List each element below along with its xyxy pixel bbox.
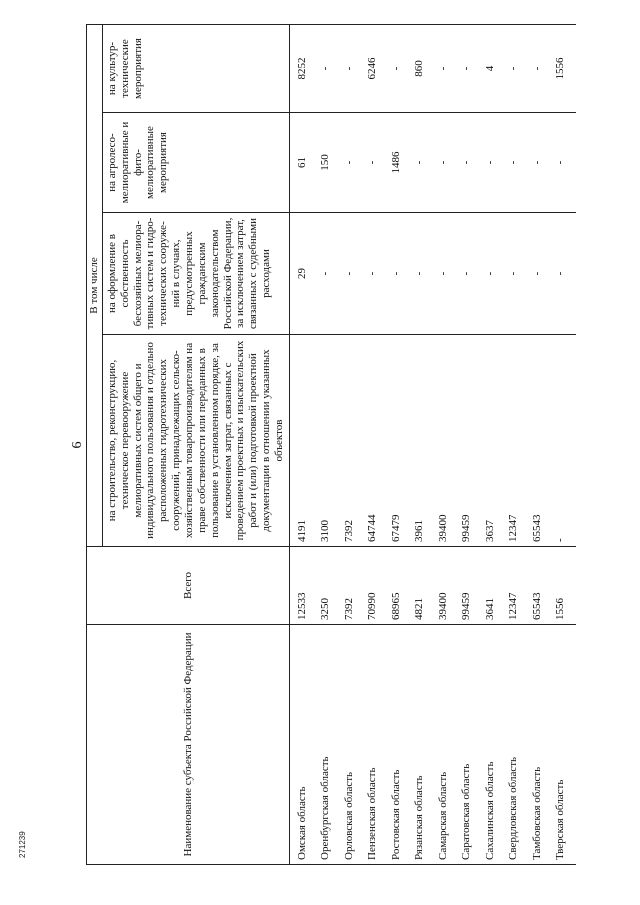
ownership-cell: - xyxy=(388,213,412,335)
total-cell: 70990 xyxy=(364,547,388,625)
region-name-cell: Омская область xyxy=(289,625,317,865)
region-name-cell: Оренбургская область xyxy=(317,625,341,865)
agroforest-cell: - xyxy=(458,113,482,213)
ownership-cell: - xyxy=(482,213,506,335)
total-cell: 65543 xyxy=(529,547,553,625)
cultural-cell: 4 xyxy=(482,25,506,113)
ownership-cell: - xyxy=(317,213,341,335)
agroforest-cell: - xyxy=(364,113,388,213)
table-row xyxy=(388,25,412,865)
header-agroforest: на агролесо-мелиоративные и фито-мелиоративные мероприятия xyxy=(102,113,289,213)
agroforest-cell: - xyxy=(529,113,553,213)
table-row xyxy=(364,25,388,865)
region-name-cell: Ростовская область xyxy=(388,625,412,865)
region-name-cell: Тверская область xyxy=(552,625,576,865)
table-row xyxy=(505,25,529,865)
total-cell: 4821 xyxy=(411,547,435,625)
ownership-cell: 29 xyxy=(289,213,317,335)
construction-cell: 3637 xyxy=(482,335,506,547)
cultural-cell: 8252 xyxy=(289,25,317,113)
cultural-cell: - xyxy=(505,25,529,113)
agroforest-cell: - xyxy=(435,113,459,213)
cultural-cell: - xyxy=(435,25,459,113)
cultural-cell: 6246 xyxy=(364,25,388,113)
table-row xyxy=(529,25,553,865)
cultural-cell: 860 xyxy=(411,25,435,113)
agroforest-cell: - xyxy=(552,113,576,213)
table-row xyxy=(458,25,482,865)
total-cell: 68965 xyxy=(388,547,412,625)
construction-cell: - xyxy=(552,335,576,547)
cultural-cell: - xyxy=(458,25,482,113)
cultural-cell: - xyxy=(317,25,341,113)
region-name-cell: Рязанская область xyxy=(411,625,435,865)
total-cell: 3641 xyxy=(482,547,506,625)
region-name-cell: Саратовская область xyxy=(458,625,482,865)
ownership-cell: - xyxy=(458,213,482,335)
ownership-cell: - xyxy=(552,213,576,335)
construction-cell: 7392 xyxy=(341,335,365,547)
cultural-cell: - xyxy=(388,25,412,113)
table-row xyxy=(289,25,317,865)
construction-cell: 39400 xyxy=(435,335,459,547)
table-body xyxy=(289,25,576,865)
total-cell: 12533 xyxy=(289,547,317,625)
data-table xyxy=(86,24,576,865)
agroforest-cell: - xyxy=(411,113,435,213)
agroforest-cell: - xyxy=(341,113,365,213)
construction-cell: 12347 xyxy=(505,335,529,547)
rotated-content xyxy=(56,25,616,865)
ownership-cell: - xyxy=(341,213,365,335)
table-row xyxy=(341,25,365,865)
agroforest-cell: 150 xyxy=(317,113,341,213)
agroforest-cell: 1486 xyxy=(388,113,412,213)
total-cell: 3250 xyxy=(317,547,341,625)
ownership-cell: - xyxy=(411,213,435,335)
region-name-cell: Пензенская область xyxy=(364,625,388,865)
header-ownership: на оформление в собственность бесхозяйных мелиора-тивных систем и гидро-технических сооруже-ний в случаях, предусмотренных гражданским законодательством Российской Федерации, за исключением затрат, связанных с судебными расходами xyxy=(102,213,289,335)
cultural-cell: - xyxy=(529,25,553,113)
construction-cell: 65543 xyxy=(529,335,553,547)
agroforest-cell: - xyxy=(482,113,506,213)
construction-cell: 64744 xyxy=(364,335,388,547)
total-cell: 39400 xyxy=(435,547,459,625)
total-cell: 1556 xyxy=(552,547,576,625)
cultural-cell: - xyxy=(341,25,365,113)
header-region-name: Наименование субъекта Российской Федерации xyxy=(87,625,290,865)
table-row xyxy=(552,25,576,865)
table-row xyxy=(482,25,506,865)
agroforest-cell: - xyxy=(505,113,529,213)
footer-code: 271239 xyxy=(18,831,27,858)
ownership-cell: - xyxy=(505,213,529,335)
total-cell: 12347 xyxy=(505,547,529,625)
construction-cell: 3100 xyxy=(317,335,341,547)
ownership-cell: - xyxy=(435,213,459,335)
construction-cell: 4191 xyxy=(289,335,317,547)
ownership-cell: - xyxy=(529,213,553,335)
agroforest-cell: 61 xyxy=(289,113,317,213)
region-name-cell: Орловская область xyxy=(341,625,365,865)
total-cell: 99459 xyxy=(458,547,482,625)
table-row xyxy=(411,25,435,865)
header-cultural: на культур-технические мероприятия xyxy=(102,25,289,113)
cultural-cell: 1556 xyxy=(552,25,576,113)
region-name-cell: Свердловская область xyxy=(505,625,529,865)
total-cell: 7392 xyxy=(341,547,365,625)
ownership-cell: - xyxy=(364,213,388,335)
construction-cell: 99459 xyxy=(458,335,482,547)
table-row xyxy=(317,25,341,865)
page-number: 6 xyxy=(70,441,85,449)
table-row xyxy=(435,25,459,865)
region-name-cell: Тамбовская область xyxy=(529,625,553,865)
construction-cell: 67479 xyxy=(388,335,412,547)
header-including: В том числе xyxy=(87,25,103,547)
region-name-cell: Сахалинская область xyxy=(482,625,506,865)
header-construction: на строительство, реконструкцию, техническое перевооружение мелиоративных систем общего и индивидуального пользования и отдельно расположенных гидротехнических сооружений, принадлежащих сельско-хозяйственным товаропроизводителям на праве собственности или переданных в пользование в установленном порядке, за исключением затрат, связанных с проведением проектных и изыскательских работ и (или) подготовкой проектной документации в отношении указанных объектов xyxy=(102,335,289,547)
table-header xyxy=(87,25,290,865)
construction-cell: 3961 xyxy=(411,335,435,547)
header-total: Всего xyxy=(87,547,290,625)
region-name-cell: Самарская область xyxy=(435,625,459,865)
